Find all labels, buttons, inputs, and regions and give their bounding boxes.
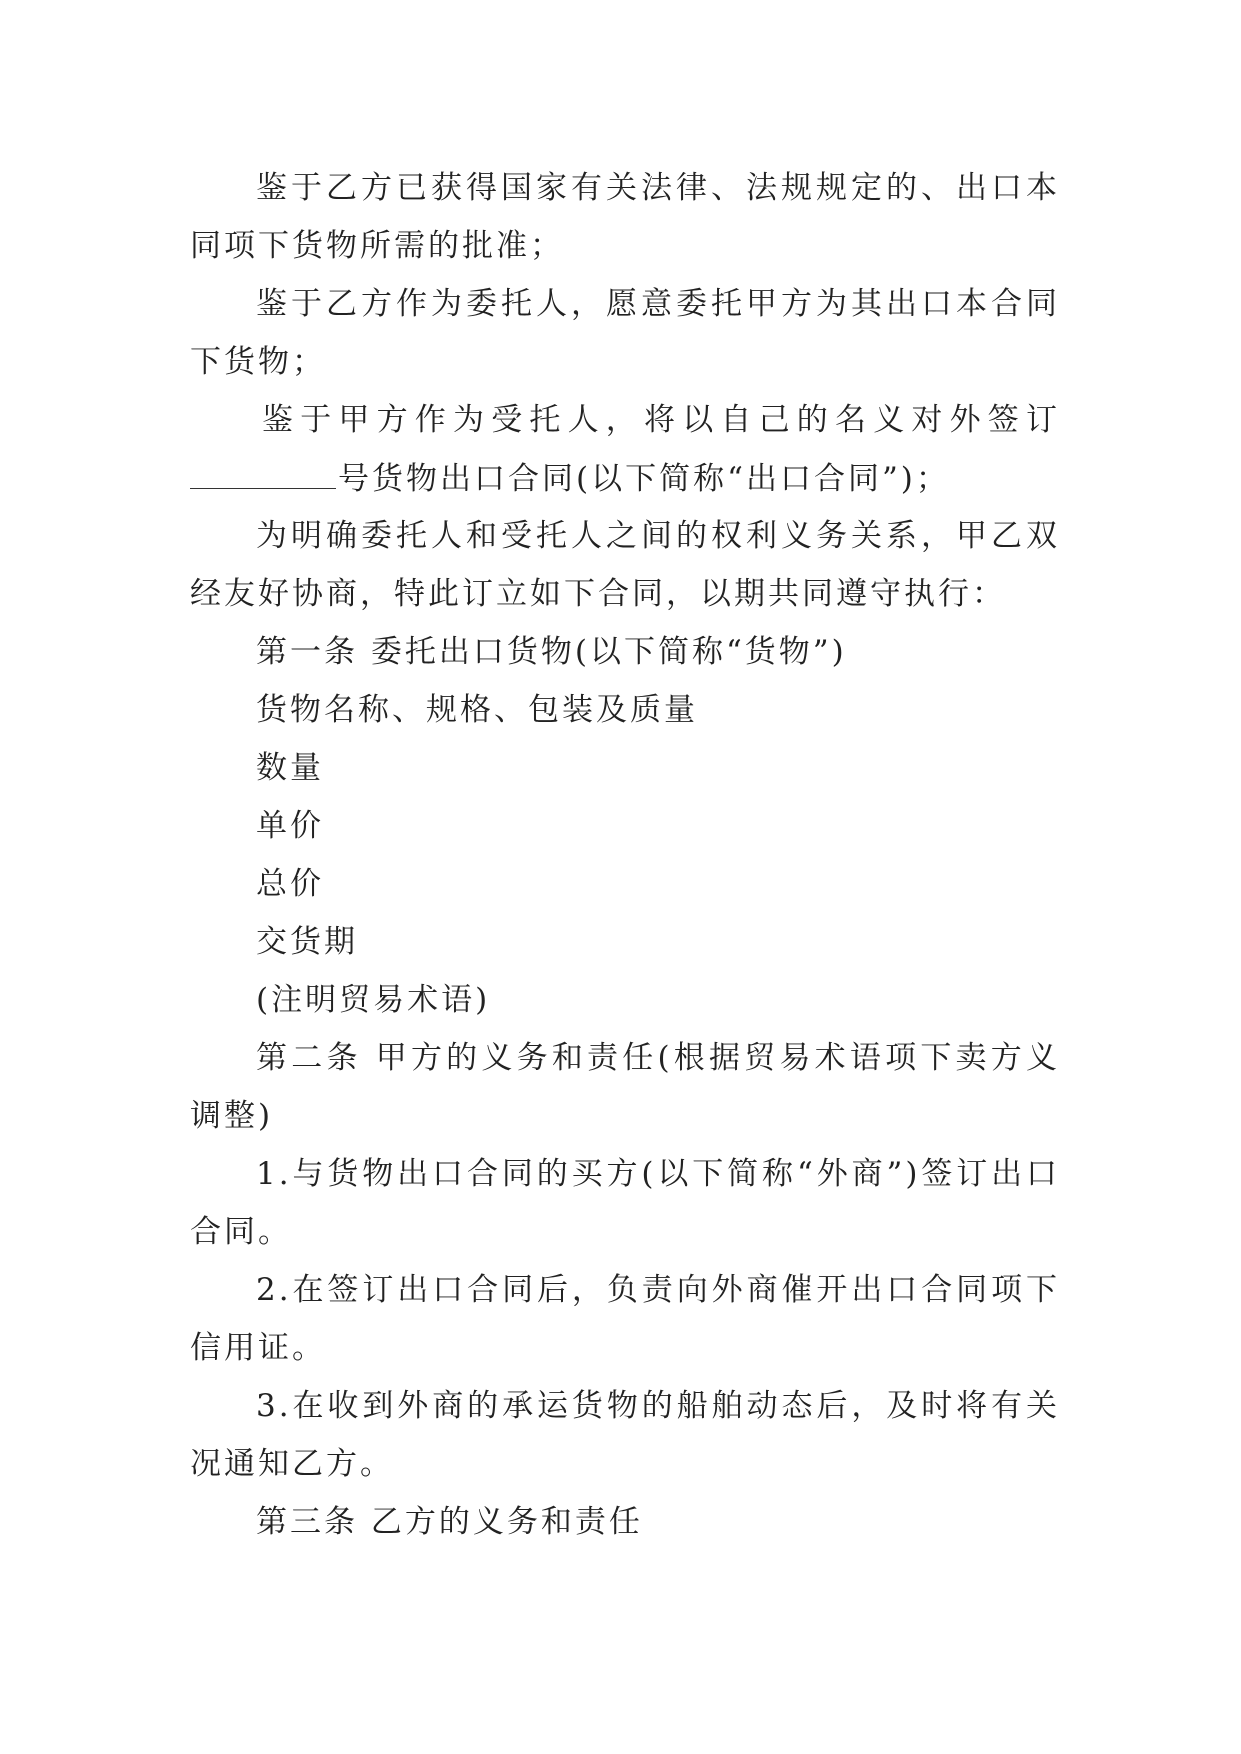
text-line: 鉴于乙方作为委托人，愿意委托甲方为其出口本合同 (256, 286, 1060, 322)
text-line: 3.在收到外商的承运货物的船舶动态后，及时将有关 (256, 1388, 1060, 1424)
text-line: 下货物； (190, 344, 326, 380)
article-heading: 第一条 委托出口货物(以下简称“货物”) (256, 634, 847, 670)
text-line: 1.与货物出口合同的买方(以下简称“外商”)签订出口 (256, 1156, 1060, 1192)
text-line: 鉴于甲方作为受托人，将以自己的名义对外签订 (262, 402, 1060, 438)
article-heading: 第二条 甲方的义务和责任(根据贸易术语项下卖方义 (256, 1040, 1060, 1076)
text-line: 交货期 (256, 924, 358, 960)
text-line: 为明确委托人和受托人之间的权利义务关系，甲乙双 (256, 518, 1060, 554)
article-heading: 第三条 乙方的义务和责任 (256, 1504, 643, 1540)
text-line: 调整) (190, 1098, 274, 1134)
text-line: 合同。 (190, 1214, 292, 1250)
text-line: (注明贸易术语) (256, 982, 491, 1018)
text-line: 货物名称、规格、包装及质量 (256, 692, 698, 728)
fill-in-blank (190, 458, 336, 489)
text-line: 总价 (256, 866, 324, 902)
text-line: 经友好协商，特此订立如下合同，以期共同遵守执行： (190, 576, 1006, 612)
text-line: 同项下货物所需的批准； (190, 228, 564, 264)
text-line-continuation: 号货物出口合同(以下简称“出口合同”)； (338, 461, 950, 497)
text-line: 信用证。 (190, 1330, 326, 1366)
text-line: 单价 (256, 808, 324, 844)
text-line: 鉴于乙方已获得国家有关法律、法规规定的、出口本 (256, 170, 1060, 206)
text-line: 2.在签订出口合同后，负责向外商催开出口合同项下 (256, 1272, 1060, 1308)
text-line: 况通知乙方。 (190, 1446, 394, 1482)
text-line: 数量 (256, 750, 324, 786)
text-line-with-blank (190, 458, 1060, 499)
